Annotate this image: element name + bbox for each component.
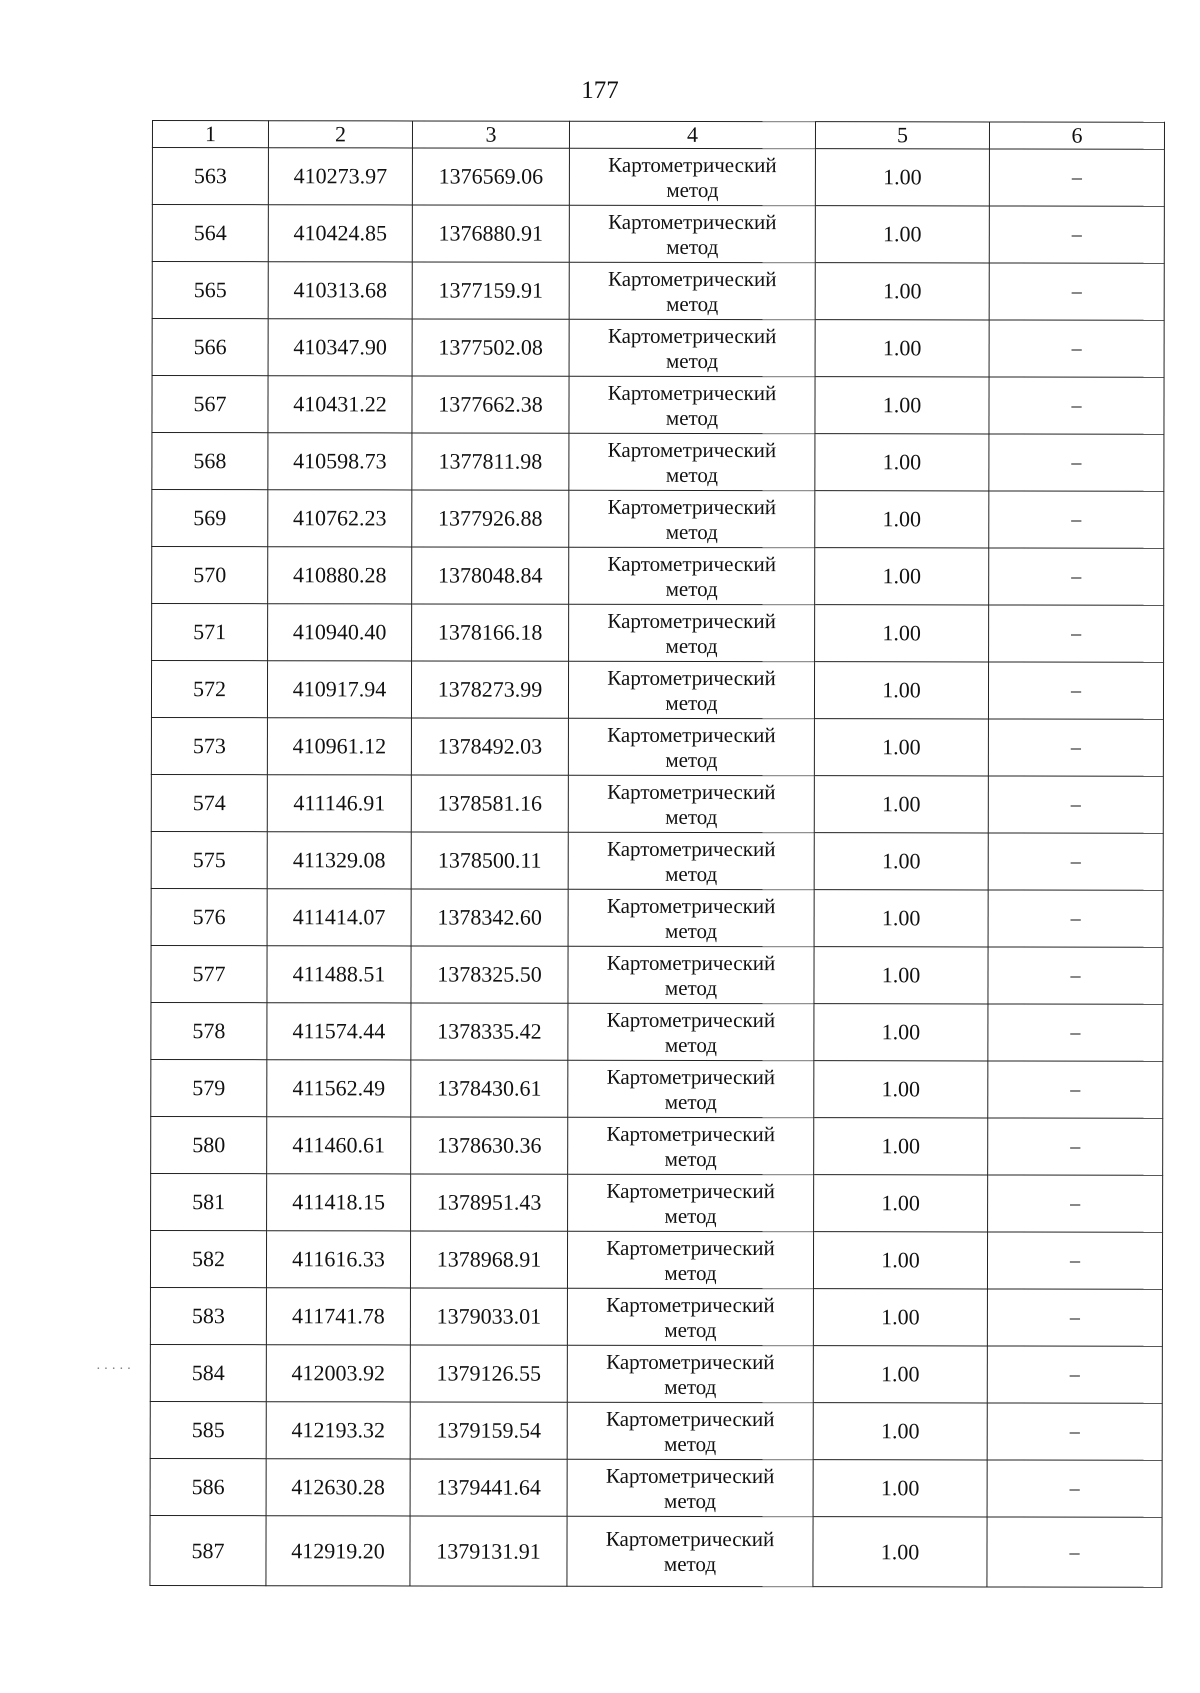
note-cell: – bbox=[989, 491, 1164, 548]
x-coordinate-cell: 410598.73 bbox=[268, 433, 412, 490]
note-cell: – bbox=[989, 377, 1164, 434]
method-text-line: метод bbox=[664, 1032, 717, 1057]
x-coordinate-cell: 411329.08 bbox=[267, 832, 411, 889]
accuracy-cell: 1.00 bbox=[814, 947, 988, 1004]
x-coordinate-cell: 410940.40 bbox=[268, 604, 412, 661]
table-row bbox=[151, 1059, 1163, 1118]
point-number-cell: 586 bbox=[150, 1458, 266, 1515]
method-text-line: метод bbox=[665, 804, 718, 829]
x-coordinate-cell: 410917.94 bbox=[267, 661, 411, 718]
method-text-line: Картометрический bbox=[607, 551, 776, 576]
x-coordinate-cell: 411616.33 bbox=[266, 1231, 410, 1288]
point-number-cell: 576 bbox=[151, 888, 267, 945]
method-cell bbox=[569, 490, 815, 547]
table-row bbox=[152, 319, 1164, 378]
point-number-cell: 579 bbox=[151, 1059, 267, 1116]
point-number-cell: 566 bbox=[152, 319, 268, 376]
method-text-line: метод bbox=[664, 1146, 717, 1171]
method-cell bbox=[569, 205, 815, 262]
accuracy-cell: 1.00 bbox=[814, 890, 988, 947]
note-cell: – bbox=[989, 320, 1164, 377]
table-row bbox=[151, 888, 1163, 947]
table-row bbox=[150, 1401, 1162, 1460]
y-coordinate-cell: 1377159.91 bbox=[412, 262, 569, 319]
note-cell: – bbox=[987, 1232, 1162, 1289]
y-coordinate-cell: 1378500.11 bbox=[411, 832, 568, 889]
method-text-line: метод bbox=[666, 177, 719, 202]
accuracy-cell: 1.00 bbox=[813, 1517, 987, 1587]
point-number-cell: 568 bbox=[152, 433, 268, 490]
y-coordinate-cell: 1377502.08 bbox=[412, 319, 569, 376]
note-cell: – bbox=[989, 206, 1164, 263]
method-cell bbox=[568, 1003, 814, 1060]
method-text-line: Картометрический bbox=[606, 893, 776, 918]
y-coordinate-cell: 1378048.84 bbox=[412, 547, 569, 604]
method-text-line: метод bbox=[666, 291, 719, 316]
note-cell: – bbox=[989, 149, 1164, 206]
point-number-cell: 570 bbox=[152, 547, 268, 604]
point-number-cell: 580 bbox=[151, 1116, 267, 1173]
method-text-line: Картометрический bbox=[607, 722, 776, 747]
x-coordinate-cell: 410347.90 bbox=[268, 319, 412, 376]
accuracy-cell: 1.00 bbox=[815, 206, 989, 263]
note-cell: – bbox=[987, 1403, 1162, 1460]
table-row bbox=[151, 945, 1163, 1004]
point-number-cell: 572 bbox=[151, 661, 267, 718]
method-cell bbox=[569, 376, 815, 433]
y-coordinate-cell: 1377662.38 bbox=[412, 376, 569, 433]
accuracy-cell: 1.00 bbox=[813, 1403, 987, 1460]
column-header: 5 bbox=[815, 122, 989, 149]
y-coordinate-cell: 1379159.54 bbox=[410, 1402, 567, 1459]
method-text-line: Картометрический bbox=[606, 1007, 776, 1032]
note-cell: – bbox=[988, 1118, 1163, 1175]
y-coordinate-cell: 1376880.91 bbox=[412, 205, 569, 262]
y-coordinate-cell: 1378492.03 bbox=[411, 718, 568, 775]
method-text-line: метод bbox=[665, 861, 718, 886]
table-row bbox=[152, 148, 1164, 207]
x-coordinate-cell: 411574.44 bbox=[267, 1003, 411, 1060]
y-coordinate-cell: 1378325.50 bbox=[411, 946, 568, 1003]
table-row bbox=[150, 1515, 1162, 1587]
accuracy-cell: 1.00 bbox=[813, 1346, 987, 1403]
method-cell bbox=[567, 1459, 813, 1516]
note-cell: – bbox=[987, 1289, 1162, 1346]
table-row bbox=[152, 547, 1164, 606]
point-number-cell: 574 bbox=[151, 774, 267, 831]
method-text-line: метод bbox=[664, 1488, 717, 1513]
note-cell: – bbox=[988, 1061, 1163, 1118]
method-text-line: Картометрический bbox=[605, 1406, 775, 1431]
table-row bbox=[150, 1287, 1162, 1346]
method-text-line: Картометрический bbox=[607, 437, 777, 462]
accuracy-cell: 1.00 bbox=[815, 320, 989, 377]
note-cell: – bbox=[988, 1175, 1163, 1232]
accuracy-cell: 1.00 bbox=[815, 377, 989, 434]
method-cell bbox=[568, 661, 814, 718]
accuracy-cell: 1.00 bbox=[815, 434, 989, 491]
x-coordinate-cell: 410431.22 bbox=[268, 376, 412, 433]
note-cell: – bbox=[988, 947, 1163, 1004]
method-cell bbox=[568, 718, 814, 775]
note-cell: – bbox=[989, 263, 1164, 320]
y-coordinate-cell: 1377811.98 bbox=[412, 433, 569, 490]
table-row bbox=[151, 661, 1163, 720]
x-coordinate-cell: 411741.78 bbox=[266, 1288, 410, 1345]
page-number: 177 bbox=[581, 77, 619, 104]
table-body bbox=[150, 148, 1165, 1588]
method-text-line: Картометрический bbox=[607, 323, 777, 348]
table-row bbox=[151, 1173, 1163, 1232]
column-header: 6 bbox=[989, 122, 1164, 149]
method-cell bbox=[569, 547, 815, 604]
x-coordinate-cell: 410424.85 bbox=[268, 205, 412, 262]
point-number-cell: 569 bbox=[152, 490, 268, 547]
accuracy-cell: 1.00 bbox=[814, 662, 988, 719]
coordinates-table bbox=[149, 120, 1165, 1588]
column-header: 4 bbox=[569, 121, 815, 148]
column-header: 1 bbox=[152, 121, 268, 148]
accuracy-cell: 1.00 bbox=[814, 1175, 988, 1232]
x-coordinate-cell: 412919.20 bbox=[266, 1516, 410, 1586]
method-text-line: Картометрический bbox=[607, 494, 777, 519]
y-coordinate-cell: 1379441.64 bbox=[410, 1459, 567, 1516]
point-number-cell: 581 bbox=[151, 1173, 267, 1230]
method-text-line: метод bbox=[664, 975, 718, 1000]
table-row bbox=[152, 490, 1164, 549]
method-text-line: Картометрический bbox=[605, 1526, 775, 1552]
table-row bbox=[152, 433, 1164, 492]
method-cell bbox=[568, 832, 814, 889]
y-coordinate-cell: 1378335.42 bbox=[411, 1003, 568, 1060]
point-number-cell: 563 bbox=[152, 148, 268, 205]
y-coordinate-cell: 1378630.36 bbox=[411, 1117, 568, 1174]
method-text-line: Картометрический bbox=[607, 380, 777, 405]
method-text-line: метод bbox=[664, 1260, 717, 1285]
y-coordinate-cell: 1378166.18 bbox=[412, 604, 569, 661]
method-cell bbox=[568, 775, 814, 832]
method-cell bbox=[568, 1174, 814, 1231]
method-cell bbox=[569, 604, 815, 661]
x-coordinate-cell: 410880.28 bbox=[268, 547, 412, 604]
table-row bbox=[152, 604, 1164, 663]
note-cell: – bbox=[989, 605, 1164, 662]
y-coordinate-cell: 1378273.99 bbox=[411, 661, 568, 718]
y-coordinate-cell: 1376569.06 bbox=[412, 148, 569, 205]
table-row bbox=[151, 717, 1163, 776]
method-text-line: метод bbox=[665, 690, 718, 715]
table-header-row bbox=[152, 121, 1164, 150]
note-cell: – bbox=[988, 719, 1163, 776]
method-text-line: метод bbox=[665, 405, 719, 430]
table-row bbox=[151, 1002, 1163, 1061]
accuracy-cell: 1.00 bbox=[813, 1289, 987, 1346]
y-coordinate-cell: 1378430.61 bbox=[411, 1060, 568, 1117]
method-cell bbox=[569, 262, 815, 319]
method-text-line: Картометрический bbox=[608, 152, 777, 177]
accuracy-cell: 1.00 bbox=[813, 1232, 987, 1289]
method-text-line: метод bbox=[664, 1089, 717, 1114]
coordinates-table-container bbox=[152, 120, 1164, 1586]
y-coordinate-cell: 1377926.88 bbox=[412, 490, 569, 547]
method-text-line: Картометрический bbox=[606, 1292, 775, 1317]
accuracy-cell: 1.00 bbox=[815, 605, 989, 662]
table-row bbox=[151, 774, 1163, 833]
method-text-line: метод bbox=[665, 576, 718, 601]
method-text-line: Картометрический bbox=[607, 608, 776, 633]
method-text-line: Картометрический bbox=[605, 1463, 775, 1488]
method-text-line: метод bbox=[663, 1551, 717, 1576]
point-number-cell: 567 bbox=[152, 376, 268, 433]
method-text-line: Картометрический bbox=[606, 1064, 776, 1089]
table-row bbox=[152, 205, 1164, 264]
accuracy-cell: 1.00 bbox=[815, 491, 989, 548]
method-text-line: метод bbox=[665, 519, 718, 544]
y-coordinate-cell: 1379033.01 bbox=[410, 1288, 567, 1345]
note-cell: – bbox=[988, 890, 1163, 947]
method-cell bbox=[569, 433, 815, 490]
scan-speck: ····· bbox=[96, 1362, 135, 1377]
note-cell: – bbox=[989, 434, 1164, 491]
note-cell: – bbox=[987, 1517, 1162, 1587]
y-coordinate-cell: 1379131.91 bbox=[410, 1516, 567, 1586]
accuracy-cell: 1.00 bbox=[814, 1061, 988, 1118]
table-row bbox=[151, 1116, 1163, 1175]
accuracy-cell: 1.00 bbox=[815, 263, 989, 320]
x-coordinate-cell: 411562.49 bbox=[267, 1060, 411, 1117]
point-number-cell: 575 bbox=[151, 831, 267, 888]
accuracy-cell: 1.00 bbox=[813, 1460, 987, 1517]
point-number-cell: 573 bbox=[151, 717, 267, 774]
accuracy-cell: 1.00 bbox=[814, 776, 988, 833]
method-text-line: метод bbox=[664, 1374, 717, 1399]
method-text-line: Картометрический bbox=[606, 950, 776, 975]
method-text-line: Картометрический bbox=[607, 266, 777, 291]
point-number-cell: 583 bbox=[150, 1287, 266, 1344]
method-cell bbox=[567, 1402, 813, 1459]
method-text-line: метод bbox=[664, 1431, 717, 1456]
note-cell: – bbox=[988, 1004, 1163, 1061]
note-cell: – bbox=[988, 776, 1163, 833]
column-header: 2 bbox=[268, 121, 412, 148]
point-number-cell: 571 bbox=[152, 604, 268, 661]
method-text-line: метод bbox=[665, 918, 718, 943]
method-text-line: Картометрический bbox=[606, 1235, 775, 1260]
point-number-cell: 584 bbox=[150, 1344, 266, 1401]
x-coordinate-cell: 411414.07 bbox=[267, 889, 411, 946]
method-text-line: Картометрический bbox=[606, 1121, 775, 1146]
method-cell bbox=[569, 319, 815, 376]
accuracy-cell: 1.00 bbox=[815, 149, 989, 206]
method-cell bbox=[568, 889, 814, 946]
table-row bbox=[152, 376, 1164, 435]
column-header: 3 bbox=[412, 121, 569, 148]
method-text-line: Картометрический bbox=[607, 665, 776, 690]
y-coordinate-cell: 1379126.55 bbox=[410, 1345, 567, 1402]
x-coordinate-cell: 412003.92 bbox=[266, 1345, 410, 1402]
method-text-line: Картометрический bbox=[606, 1349, 775, 1374]
note-cell: – bbox=[988, 833, 1163, 890]
table-row bbox=[150, 1230, 1162, 1289]
x-coordinate-cell: 410313.68 bbox=[268, 262, 412, 319]
method-text-line: Картометрический bbox=[606, 1178, 775, 1203]
x-coordinate-cell: 412630.28 bbox=[266, 1459, 410, 1516]
y-coordinate-cell: 1378342.60 bbox=[411, 889, 568, 946]
method-text-line: Картометрический bbox=[607, 779, 776, 804]
method-text-line: метод bbox=[665, 633, 718, 658]
x-coordinate-cell: 410961.12 bbox=[267, 718, 411, 775]
point-number-cell: 578 bbox=[151, 1002, 267, 1059]
point-number-cell: 577 bbox=[151, 945, 267, 1002]
x-coordinate-cell: 410762.23 bbox=[268, 490, 412, 547]
method-cell bbox=[567, 1345, 813, 1402]
accuracy-cell: 1.00 bbox=[815, 548, 989, 605]
table-row bbox=[152, 262, 1164, 321]
note-cell: – bbox=[987, 1346, 1162, 1403]
note-cell: – bbox=[987, 1460, 1162, 1517]
method-cell bbox=[567, 1288, 813, 1345]
x-coordinate-cell: 411488.51 bbox=[267, 946, 411, 1003]
method-text-line: метод bbox=[666, 234, 719, 259]
y-coordinate-cell: 1378951.43 bbox=[411, 1174, 568, 1231]
point-number-cell: 565 bbox=[152, 262, 268, 319]
x-coordinate-cell: 411418.15 bbox=[267, 1174, 411, 1231]
method-cell bbox=[569, 148, 815, 205]
method-cell bbox=[568, 1060, 814, 1117]
x-coordinate-cell: 411460.61 bbox=[267, 1117, 411, 1174]
method-cell bbox=[567, 1516, 813, 1586]
note-cell: – bbox=[989, 548, 1164, 605]
accuracy-cell: 1.00 bbox=[814, 1118, 988, 1175]
method-text-line: метод bbox=[665, 747, 718, 772]
method-text-line: Картометрический bbox=[608, 209, 777, 234]
x-coordinate-cell: 410273.97 bbox=[268, 148, 412, 205]
x-coordinate-cell: 412193.32 bbox=[266, 1402, 410, 1459]
table-row bbox=[150, 1344, 1162, 1403]
point-number-cell: 582 bbox=[150, 1230, 266, 1287]
point-number-cell: 564 bbox=[152, 205, 268, 262]
table-row bbox=[150, 1458, 1162, 1517]
accuracy-cell: 1.00 bbox=[814, 1004, 988, 1061]
table-row bbox=[151, 831, 1163, 890]
method-text-line: метод bbox=[664, 1317, 717, 1342]
x-coordinate-cell: 411146.91 bbox=[267, 775, 411, 832]
method-text-line: метод bbox=[666, 348, 719, 373]
y-coordinate-cell: 1378968.91 bbox=[410, 1231, 567, 1288]
point-number-cell: 587 bbox=[150, 1515, 266, 1585]
method-text-line: метод bbox=[665, 462, 718, 487]
method-cell bbox=[568, 946, 814, 1003]
note-cell: – bbox=[988, 662, 1163, 719]
accuracy-cell: 1.00 bbox=[814, 833, 988, 890]
y-coordinate-cell: 1378581.16 bbox=[411, 775, 568, 832]
method-text-line: метод bbox=[664, 1203, 717, 1228]
accuracy-cell: 1.00 bbox=[814, 719, 988, 776]
method-cell bbox=[568, 1117, 814, 1174]
point-number-cell: 585 bbox=[150, 1401, 266, 1458]
method-text-line: Картометрический bbox=[606, 836, 776, 861]
method-cell bbox=[567, 1231, 813, 1288]
